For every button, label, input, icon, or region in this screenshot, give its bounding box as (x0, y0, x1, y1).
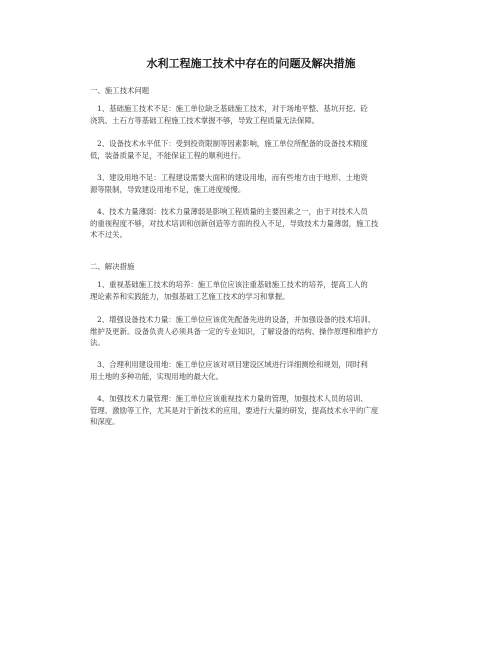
paragraph-problem-1 (90, 103, 420, 126)
paragraph-solution-3 (90, 359, 420, 382)
paragraph-line: 4、技术力量薄弱：技术力量薄弱是影响工程质量的主要因素之一，由于对技术人员 (97, 207, 368, 216)
section-heading-problems: 一、施工技术问题 (90, 86, 150, 95)
paragraph-line: 法。 (90, 338, 105, 347)
paragraph-problem-2 (90, 138, 420, 161)
paragraph-line: 用土地的多种功能，实现用地的最大化。 (90, 371, 224, 381)
paragraph-line: 1、基础施工技术不足：施工单位缺乏基础施工技术，对于场地平整、基坑开挖、砼 (97, 104, 368, 113)
paragraph-line: 的重视程度不够，对技术培训和创新创造等方面的投入不足，导致技术力量薄弱，施工技 (90, 218, 379, 228)
paragraph-problem-3 (90, 172, 420, 195)
paragraph-line: 源等限制，导致建设用地不足，施工进度缓慢。 (90, 184, 246, 194)
paragraph-solution-4 (90, 393, 420, 428)
paragraph-line: 和深度。 (90, 417, 120, 426)
paragraph-line: 管理、激励等工作，尤其是对于新技术的应用，要进行大量的研发，提高技术水平的广度 (90, 405, 379, 415)
paragraph-line: 术不过关。 (90, 230, 127, 239)
paragraph-problem-4 (90, 206, 420, 241)
paragraph-line: 2、设备技术水平低下：受到投资限制等因素影响，施工单位所配备的设备技术精度 (97, 139, 368, 148)
paragraph-line: 1、重视基础施工技术的培养：施工单位应该注重基础施工技术的培养，提高工人的 (97, 280, 368, 289)
paragraph-line: 维护及更新。设备负责人必须具备一定的专业知识，了解设备的结构、操作原理和维护方 (90, 326, 379, 336)
paragraph-line: 理论素养和实践能力，加强基础工艺施工技术的学习和掌握。 (90, 291, 290, 301)
paragraph-line: 3、建设用地不足：工程建设需要大面积的建设用地，而有些地方由于地形、土地资 (97, 173, 368, 182)
paragraph-line: 4、加强技术力量管理：施工单位应该重视技术力量的管理，加强技术人员的培训、 (97, 394, 368, 403)
paragraph-line: 2、增强设备技术力量：施工单位应该优先配备先进的设备，并加强设备的技术培训、 (97, 315, 376, 324)
paragraph-line: 低，装备质量不足，不能保证工程的顺利进行。 (90, 150, 246, 160)
paragraph-solution-2 (90, 314, 420, 349)
section-heading-solutions: 二、解决措施 (90, 262, 135, 271)
paragraph-line: 浇筑、土石方等基础工程施工技术掌握不够，导致工程质量无法保障。 (90, 115, 320, 125)
document-title: 水利工程施工技术中存在的问题及解决措施 (146, 57, 356, 70)
paragraph-line: 3、合理利用建设用地：施工单位应该对项目建设区域进行详细测绘和规划，同时利 (97, 360, 368, 369)
paragraph-solution-1 (90, 279, 420, 302)
